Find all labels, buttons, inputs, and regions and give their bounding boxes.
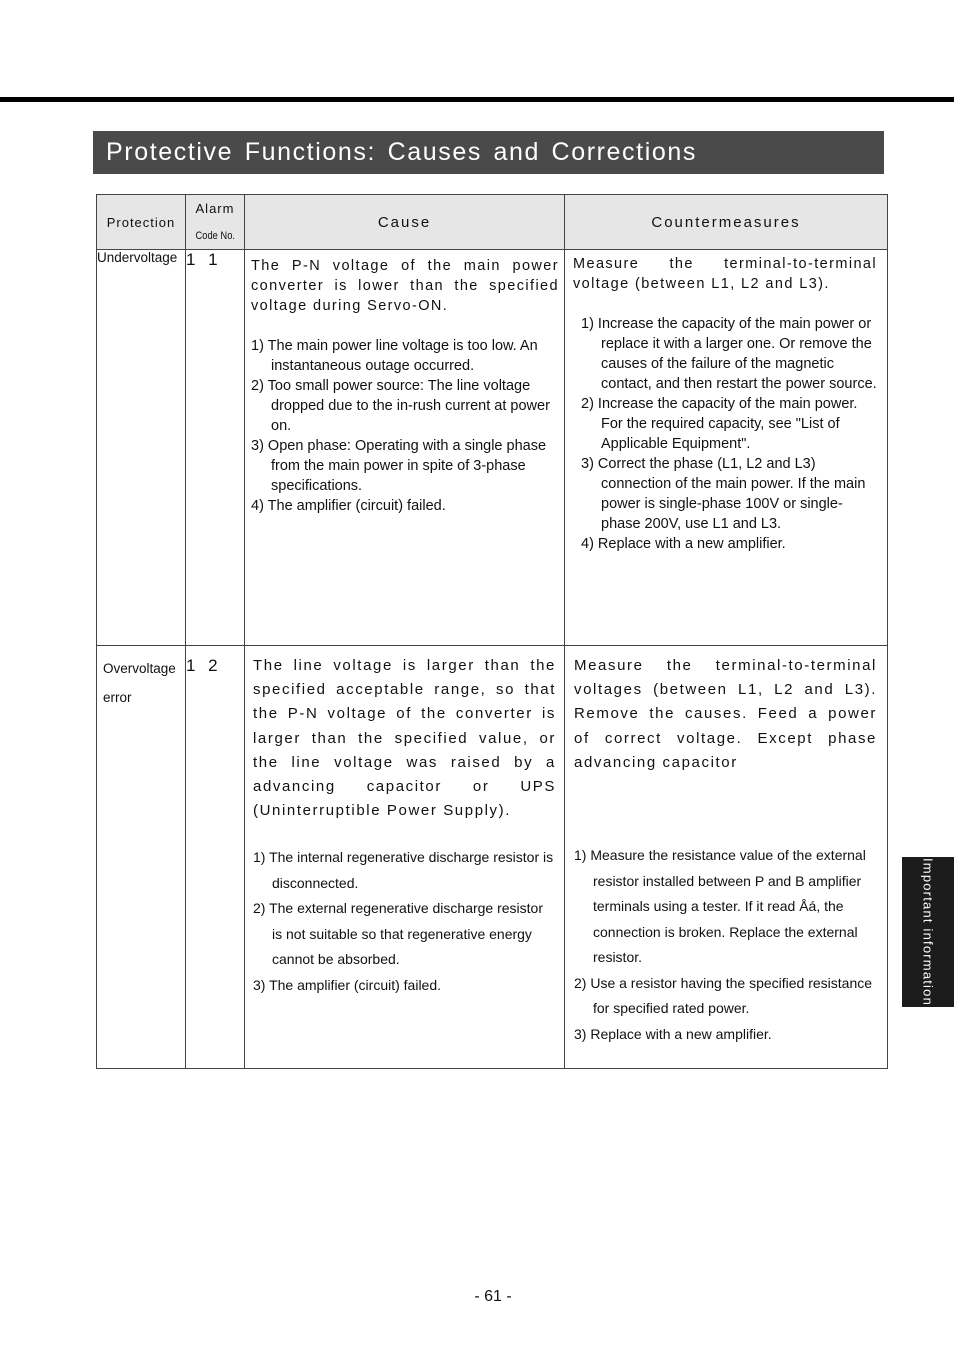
list-item: 1) The internal regenerative discharge resistor is disconnected. xyxy=(253,849,554,891)
protection-table xyxy=(96,194,888,1069)
list-item: 3) Correct the phase (L1, L2 and L3) connection of the main power. If the main power is single-phase 100V or single-phase 200V, use L1 and L3. xyxy=(581,456,866,532)
cause-cell xyxy=(245,646,565,1069)
protection-name: Overvoltage xyxy=(103,661,176,676)
page-title: Protective Functions: Causes and Corrections xyxy=(93,131,884,174)
cause-cell xyxy=(245,250,565,646)
header-alarm-label: Alarm xyxy=(195,200,235,216)
list-item: 1) The main power line voltage is too low. An instantaneous outage occurred. xyxy=(251,338,538,374)
cause-intro: The P-N voltage of the main power converter is lower than the specified voltage during Servo-ON. xyxy=(251,258,559,314)
list-item: 2) The external regenerative discharge resistor is not suitable so that regenerative energy cannot be absorbed. xyxy=(253,900,544,968)
alarm-code: 1 1 xyxy=(186,250,245,646)
side-tab-label: Important information xyxy=(920,857,936,1007)
list-item: 4) The amplifier (circuit) failed. xyxy=(251,498,446,514)
countermeasure-list xyxy=(581,314,877,554)
header-alarm-sub: Code No. xyxy=(195,229,235,242)
list-item: 2) Increase the capacity of the main power. For the required capacity, see "List of Applicable Equipment". xyxy=(581,396,858,452)
table-header-row xyxy=(97,195,888,250)
list-item: 1) Measure the resistance value of the external resistor installed between P and B amplifier terminals using a tester. If it read Åá, the connection is broken. Replace the external resistor. xyxy=(574,847,866,966)
side-tab xyxy=(902,857,954,1007)
alarm-code: 1 2 xyxy=(186,646,245,1069)
header-alarm xyxy=(186,195,245,250)
countermeasure-list xyxy=(574,843,877,1047)
top-rule xyxy=(0,97,954,102)
countermeasure-intro: Measure the terminal-to-terminal voltage (between L1, L2 and L3). xyxy=(573,256,877,292)
protection-name: Undervoltage xyxy=(97,250,178,265)
countermeasure-intro: Measure the terminal-to-terminal voltages (between L1, L2 and L3). Remove the causes. Feed a power of correct voltage. Except phase advancing capacitor xyxy=(574,657,877,771)
page-number: - 61 - xyxy=(474,1288,512,1305)
list-item: 3) Open phase: Operating with a single phase from the main power in spite of 3-phase specifications. xyxy=(251,438,547,494)
table-row xyxy=(97,250,888,646)
list-item: 3) The amplifier (circuit) failed. xyxy=(253,976,442,993)
countermeasure-cell xyxy=(565,250,888,646)
protection-cell xyxy=(97,250,186,646)
countermeasure-cell xyxy=(565,646,888,1069)
list-item: 1) Increase the capacity of the main power or replace it with a larger one. Or remove the causes of the failure of the magnetic contact, and then restart the power source. xyxy=(581,316,877,392)
list-item: 2) Too small power source: The line voltage dropped due to the in-rush current at power on. xyxy=(251,378,550,434)
cause-intro: The line voltage is larger than the specified acceptable range, so that the P-N voltage of the converter is larger than the specified value, or the line voltage was raised by a advancing capacitor or UPS (Uninterruptible Power Supply). xyxy=(253,657,556,820)
list-item: 4) Replace with a new amplifier. xyxy=(581,536,786,552)
header-protection: Protection xyxy=(97,195,186,250)
list-item: 3) Replace with a new amplifier. xyxy=(574,1025,772,1042)
protection-cell xyxy=(97,646,186,1069)
list-item: 2) Use a resistor having the specified resistance for specified rated power. xyxy=(574,974,873,1017)
header-cause: Cause xyxy=(245,195,565,250)
table-row xyxy=(97,646,888,1069)
cause-list xyxy=(253,845,556,998)
protection-name-line2: error xyxy=(103,690,132,705)
cause-list xyxy=(251,336,559,516)
header-countermeasures: Countermeasures xyxy=(565,195,888,250)
